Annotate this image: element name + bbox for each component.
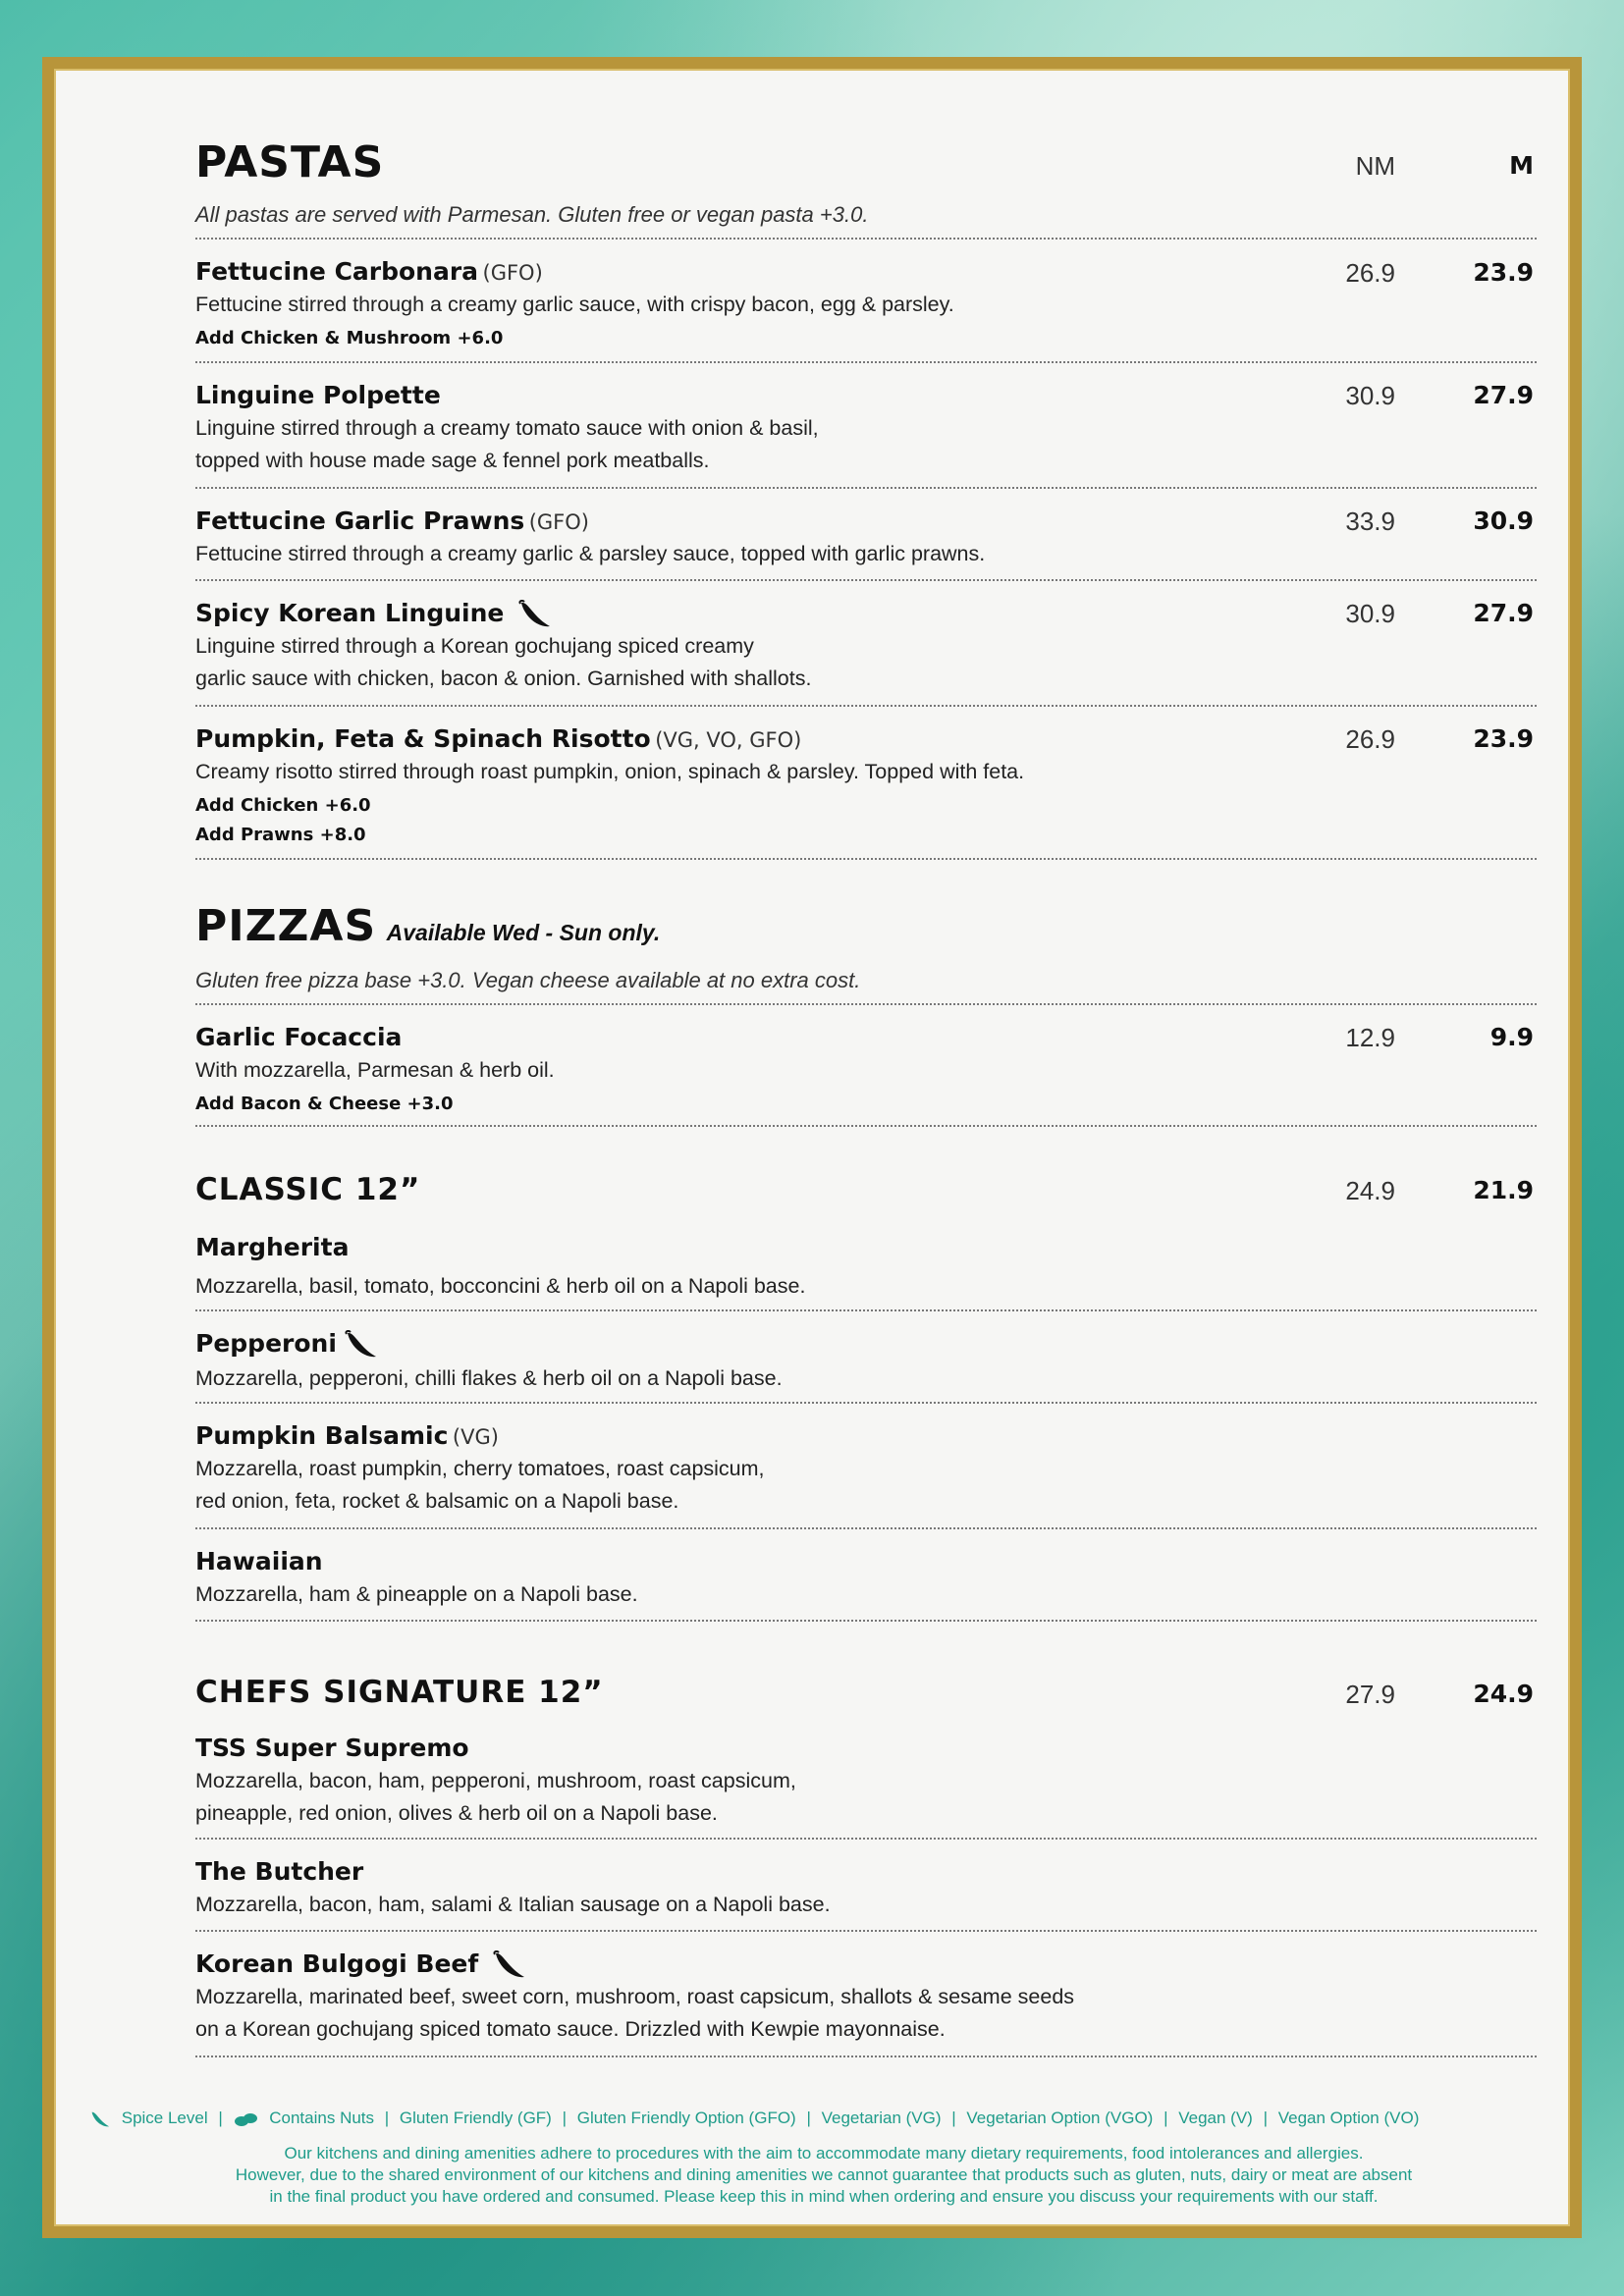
divider: [195, 487, 1537, 489]
divider: [195, 1003, 1537, 1005]
price-m: 21.9: [1473, 1176, 1534, 1204]
nuts-icon: [234, 2109, 259, 2127]
dish-name: Hawaiian: [195, 1547, 323, 1575]
legend-separator: |: [1263, 2109, 1268, 2127]
legend-v-label: Vegan (V): [1178, 2109, 1253, 2127]
allergy-disclaimer: [113, 2143, 1535, 2208]
section-title-classic: CLASSIC 12”: [195, 1172, 421, 1207]
dish-description: Mozzarella, marinated beef, sweet corn, mushroom, roast capsicum, shallots & sesame seeds: [195, 1985, 1075, 2008]
menu-item-title: [195, 1233, 349, 1261]
dish-name: Spicy Korean Linguine: [195, 599, 505, 627]
legend-separator: |: [384, 2109, 390, 2127]
legend-gf-label: Gluten Friendly (GF): [399, 2109, 552, 2127]
price-m: 27.9: [1473, 599, 1534, 627]
dish-description: Mozzarella, bacon, ham, pepperoni, mushroom, roast capsicum,: [195, 1769, 796, 1792]
legend-spice-label: Spice Level: [121, 2109, 208, 2127]
menu-item-title: [195, 381, 441, 409]
dish-description: With mozzarella, Parmesan & herb oil.: [195, 1058, 555, 1082]
disclaimer-line: Our kitchens and dining amenities adhere to procedures with the aim to accommodate many dietary requirements, food intolerances and allergies.: [284, 2144, 1364, 2163]
pizzas-note: Gluten free pizza base +3.0. Vegan cheese available at no extra cost.: [195, 968, 861, 992]
legend-vg-label: Vegetarian (VG): [821, 2109, 942, 2127]
dish-description: Fettucine stirred through a creamy garlic sauce, with crispy bacon, egg & parsley.: [195, 293, 954, 316]
dish-tag: (GFO): [482, 261, 543, 285]
price-nm: 24.9: [1345, 1176, 1395, 1205]
dish-description: red onion, feta, rocket & balsamic on a Napoli base.: [195, 1489, 679, 1513]
section-title-signature: CHEFS SIGNATURE 12”: [195, 1675, 604, 1710]
divider: [195, 1402, 1537, 1404]
divider: [195, 2056, 1537, 2057]
section-title-pizzas: PIZZAS: [195, 901, 377, 951]
legend-separator: |: [1164, 2109, 1168, 2127]
dish-tag: (VG): [452, 1425, 499, 1449]
price-m: 23.9: [1473, 724, 1534, 753]
dish-description: Mozzarella, basil, tomato, bocconcini & herb oil on a Napoli base.: [195, 1274, 806, 1298]
menu-item-title: [195, 599, 552, 634]
dish-name: The Butcher: [195, 1857, 364, 1886]
pizzas-subtitle: Available Wed - Sun only.: [386, 920, 661, 945]
dish-name: Fettucine Carbonara: [195, 257, 479, 286]
dish-description: garlic sauce with chicken, bacon & onion. Garnished with shallots.: [195, 667, 812, 690]
menu-item-title: [195, 1949, 526, 1985]
menu-item-title: [195, 507, 589, 535]
price-m: 24.9: [1473, 1680, 1534, 1708]
section-title-pastas: PASTAS: [195, 137, 385, 187]
price-m: 27.9: [1473, 381, 1534, 409]
dish-description: topped with house made sage & fennel pork meatballs.: [195, 449, 710, 472]
disclaimer-line: However, due to the shared environment of our kitchens and dining amenities we cannot guarantee that products such as gluten, nuts, dairy or meat are absent: [235, 2165, 1413, 2184]
divider: [195, 705, 1537, 707]
dish-tag: (GFO): [528, 510, 589, 534]
price-nm: 27.9: [1345, 1680, 1395, 1709]
legend-separator: |: [562, 2109, 568, 2127]
price-nm: 26.9: [1345, 258, 1395, 288]
legend-separator: |: [951, 2109, 956, 2127]
menu-item-title: [195, 1023, 402, 1051]
divider: [195, 579, 1537, 581]
spice-level-icon: [89, 2109, 111, 2127]
price-m: 23.9: [1473, 258, 1534, 287]
divider: [195, 1309, 1537, 1311]
menu-item-title: [195, 1547, 323, 1575]
menu-item-title: [195, 1734, 469, 1762]
divider: [195, 238, 1537, 240]
legend-gfo-label: Gluten Friendly Option (GFO): [576, 2109, 796, 2127]
menu-item-title: [195, 724, 801, 753]
dietary-legend: [89, 2109, 1562, 2128]
divider: [195, 1930, 1537, 1932]
price-nm: 26.9: [1345, 724, 1395, 754]
dish-name: Pumpkin, Feta & Spinach Risotto: [195, 724, 651, 753]
menu-item-title: [195, 1329, 378, 1364]
disclaimer-line: in the final product you have ordered and consumed. Please keep this in mind when ordering and ensure you discuss your requirements with our staff.: [269, 2187, 1379, 2206]
price-m: 9.9: [1489, 1023, 1534, 1051]
column-header-m: M: [1509, 151, 1534, 180]
legend-separator: |: [806, 2109, 811, 2127]
menu-item-title: [195, 1857, 363, 1886]
legend-separator: |: [218, 2109, 223, 2127]
price-nm: 12.9: [1345, 1023, 1395, 1052]
dish-name: Margherita: [195, 1233, 350, 1261]
dish-name: Garlic Focaccia: [195, 1023, 403, 1051]
pastas-note: All pastas are served with Parmesan. Gluten free or vegan pasta +3.0.: [195, 202, 869, 227]
legend-vo-label: Vegan Option (VO): [1277, 2109, 1420, 2127]
dish-description: Mozzarella, bacon, ham, salami & Italian sausage on a Napoli base.: [195, 1893, 831, 1916]
dish-description: pineapple, red onion, olives & herb oil on a Napoli base.: [195, 1801, 718, 1825]
price-m: 30.9: [1473, 507, 1534, 535]
price-nm: 30.9: [1345, 599, 1395, 628]
dish-name: Korean Bulgogi Beef: [195, 1949, 479, 1978]
menu-frame: [42, 57, 1582, 2238]
column-header-nm: NM: [1355, 151, 1395, 181]
divider: [195, 1838, 1537, 1840]
dish-description: Linguine stirred through a creamy tomato sauce with onion & basil,: [195, 416, 819, 440]
dish-description: Linguine stirred through a Korean gochujang spiced creamy: [195, 634, 754, 658]
menu-item-title: [195, 1421, 499, 1450]
divider: [195, 1527, 1537, 1529]
dish-description: Creamy risotto stirred through roast pumpkin, onion, spinach & parsley. Topped with feta.: [195, 760, 1025, 783]
dish-tag: (VG, VO, GFO): [655, 728, 802, 752]
dish-description: Mozzarella, pepperoni, chilli flakes & herb oil on a Napoli base.: [195, 1366, 783, 1390]
divider: [195, 1125, 1537, 1127]
legend-nuts-label: Contains Nuts: [269, 2109, 375, 2127]
dish-name: Fettucine Garlic Prawns: [195, 507, 525, 535]
dish-addon: Add Chicken +6.0: [195, 795, 371, 816]
dish-addon: Add Bacon & Cheese +3.0: [195, 1094, 454, 1114]
dish-name: Linguine Polpette: [195, 381, 441, 409]
dish-addon: Add Chicken & Mushroom +6.0: [195, 328, 504, 348]
price-nm: 30.9: [1345, 381, 1395, 410]
dish-description: on a Korean gochujang spiced tomato sauce. Drizzled with Kewpie mayonnaise.: [195, 2017, 946, 2041]
dish-addon: Add Prawns +8.0: [195, 825, 366, 845]
menu-item-title: [195, 257, 543, 286]
dish-name: TSS Super Supremo: [195, 1734, 469, 1762]
dish-description: Fettucine stirred through a creamy garlic & parsley sauce, topped with garlic prawns.: [195, 542, 986, 565]
price-nm: 33.9: [1345, 507, 1395, 536]
legend-vgo-label: Vegetarian Option (VGO): [966, 2109, 1154, 2127]
divider: [195, 361, 1537, 363]
dish-description: Mozzarella, ham & pineapple on a Napoli base.: [195, 1582, 638, 1606]
section-header-pizzas: [195, 901, 660, 951]
divider: [195, 1620, 1537, 1622]
dish-name: Pumpkin Balsamic: [195, 1421, 449, 1450]
dish-name: Pepperoni: [195, 1329, 337, 1358]
chili-icon: [345, 1330, 378, 1364]
divider: [195, 858, 1537, 860]
dish-description: Mozzarella, roast pumpkin, cherry tomatoes, roast capsicum,: [195, 1457, 765, 1480]
